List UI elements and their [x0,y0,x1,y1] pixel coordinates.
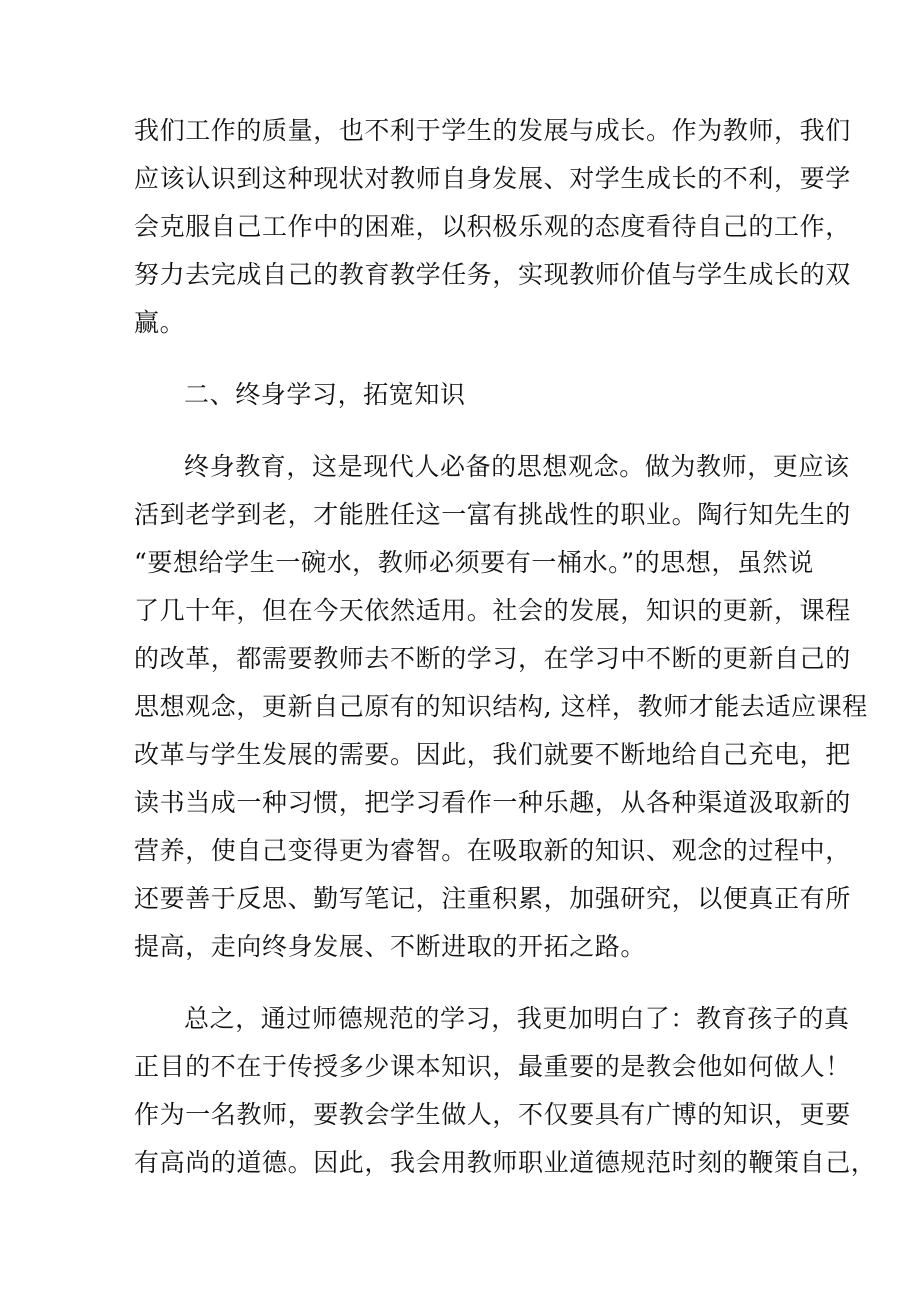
paragraph-line: 总之，通过师德规范的学习，我更加明白了：教育孩子的真 [184,1004,850,1033]
paragraph-line: 会克服自己工作中的困难，以积极乐观的态度看待自己的工作， [134,212,851,241]
paragraph-line: 思想观念，更新自己原有的知识结构, 这样，教师才能去适应课程 [134,692,868,721]
paragraph-line: 作为一名教师，要教会学生做人，不仅要具有广博的知识，更要 [134,1100,851,1129]
paragraph-line: 改革与学生发展的需要。因此，我们就要不断地给自己充电，把 [134,740,851,769]
paragraph-line: 提高，走向终身发展、不断进取的开拓之路。 [134,932,647,961]
section-heading: 二、终身学习，拓宽知识 [184,380,466,409]
paragraph-line: 的改革，都需要教师去不断的学习，在学习中不断的更新自己的 [134,644,851,673]
paragraph-line: 了几十年，但在今天依然适用。社会的发展，知识的更新，课程 [134,596,851,625]
paragraph-line: 有高尚的道德。因此，我会用教师职业道德规范时刻的鞭策自己， [134,1148,877,1177]
paragraph-line: 应该认识到这种现状对教师自身发展、对学生成长的不利，要学 [134,164,851,193]
paragraph-line: 读书当成一种习惯，把学习看作一种乐趣，从各种渠道汲取新的 [134,788,851,817]
paragraph-line: 营养，使自己变得更为睿智。在吸取新的知识、观念的过程中， [134,836,851,865]
paragraph-line: “要想给学生一碗水，教师必须要有一桶水。”的思想，虽然说 [134,548,814,577]
paragraph-line: 赢。 [134,308,186,337]
paragraph-line: 还要善于反思、勤写笔记，注重积累，加强研究，以便真正有所 [134,884,851,913]
paragraph-line: 终身教育，这是现代人必备的思想观念。做为教师，更应该 [184,452,850,481]
paragraph-line: 我们工作的质量，也不利于学生的发展与成长。作为教师，我们 [134,116,851,145]
paragraph-line: 活到老学到老，才能胜任这一富有挑战性的职业。陶行知先生的 [134,500,851,529]
paragraph-line: 正目的不在于传授多少课本知识，最重要的是教会他如何做人！ [134,1052,851,1081]
paragraph-line: 努力去完成自己的教育教学任务，实现教师价值与学生成长的双 [134,260,851,289]
